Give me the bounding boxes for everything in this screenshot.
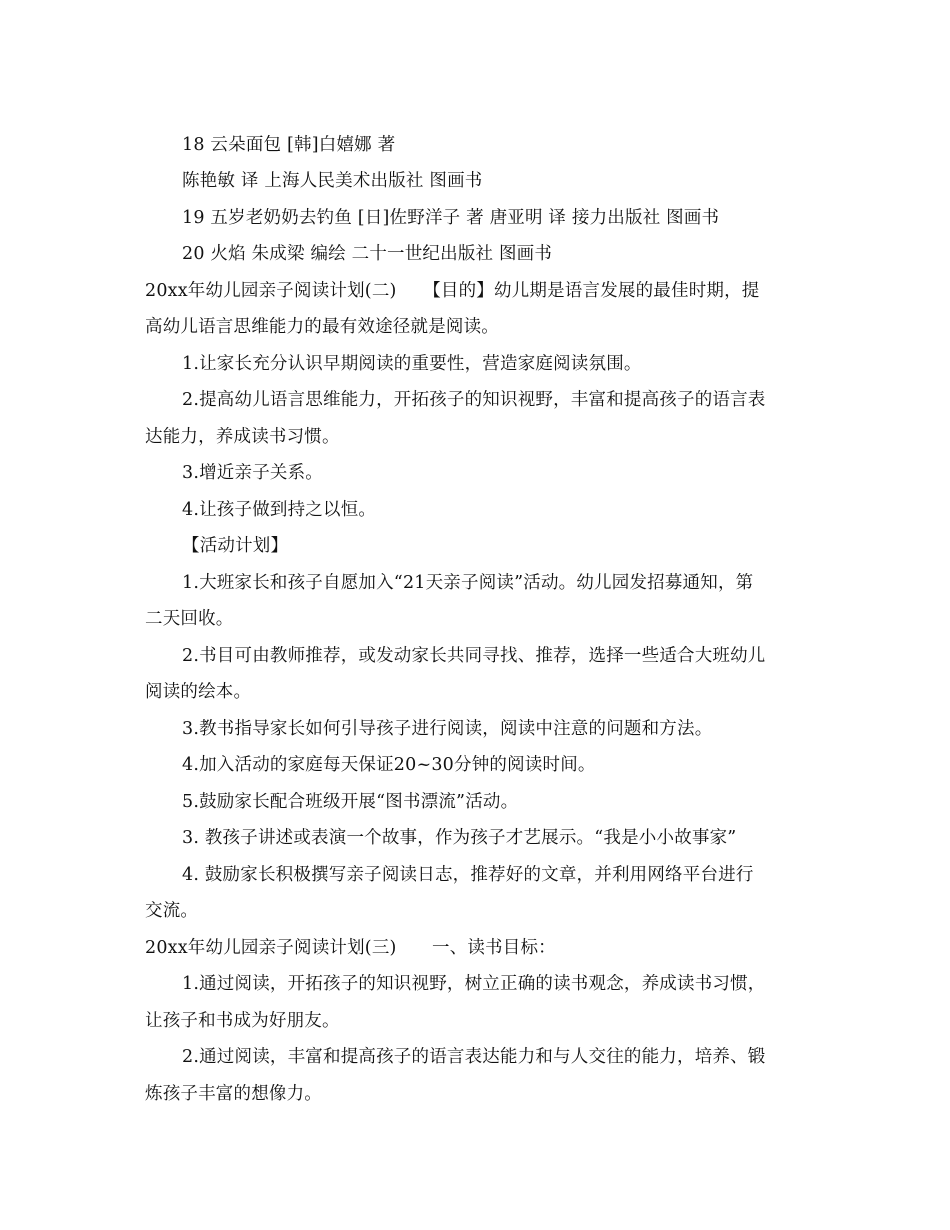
list-item: 1.让家长充分认识早期阅读的重要性，营造家庭阅读氛围。 <box>182 354 642 374</box>
subheading: 【活动计划】 <box>182 536 289 556</box>
list-item: 3.增近亲子关系。 <box>182 463 323 483</box>
text-line: 陈艳敏 译 上海人民美术出版社 图画书 <box>182 171 483 191</box>
list-item: 1.大班家长和孩子自愿加入“21天亲子阅读”活动。幼儿园发招募通知，第 <box>182 573 754 593</box>
text-line: 20 火焰 朱成梁 编绘 二十一世纪出版社 图画书 <box>182 244 553 264</box>
text-line: 二天回收。 <box>145 609 234 629</box>
list-item: 5.鼓励家长配合班级开展“图书漂流”活动。 <box>182 792 519 812</box>
text-line: 19 五岁老奶奶去钓鱼 [日]佐野洋子 著 唐亚明 译 接力出版社 图画书 <box>182 208 720 228</box>
list-item: 4.让孩子做到持之以恒。 <box>182 500 377 520</box>
list-item: 2.通过阅读，丰富和提高孩子的语言表达能力和与人交往的能力，培养、锻 <box>182 1047 766 1067</box>
list-item: 1.通过阅读，开拓孩子的知识视野，树立正确的读书观念，养成读书习惯， <box>182 974 766 994</box>
text-line: 阅读的绘本。 <box>145 682 252 702</box>
list-item: 4. 鼓励家长积极撰写亲子阅读日志，推荐好的文章，并利用网络平台进行 <box>182 865 754 885</box>
list-item: 3.教书指导家长如何引导孩子进行阅读，阅读中注意的问题和方法。 <box>182 719 713 739</box>
text-line: 炼孩子丰富的想像力。 <box>145 1084 322 1104</box>
section-heading-line: 20xx年幼儿园亲子阅读计划(三) 一、读书目标： <box>145 938 556 958</box>
text-line: 18 云朵面包 [韩]白嬉娜 著 <box>182 135 396 155</box>
list-item: 2.提高幼儿语言思维能力，开拓孩子的知识视野，丰富和提高孩子的语言表 <box>182 390 766 410</box>
text-line: 达能力，养成读书习惯。 <box>145 427 340 447</box>
list-item: 3. 教孩子讲述或表演一个故事，作为孩子才艺展示。“我是小小故事家” <box>182 828 737 848</box>
list-item: 2.书目可由教师推荐，或发动家长共同寻找、推荐，选择一些适合大班幼儿 <box>182 646 766 666</box>
text-line: 高幼儿语言思维能力的最有效途径就是阅读。 <box>145 317 499 337</box>
list-item: 4.加入活动的家庭每天保证20~30分钟的阅读时间。 <box>182 755 596 775</box>
text-line: 让孩子和书成为好朋友。 <box>145 1011 340 1031</box>
section-heading-line: 20xx年幼儿园亲子阅读计划(二) 【目的】幼儿期是语言发展的最佳时期，提 <box>145 281 760 301</box>
text-line: 交流。 <box>145 901 199 921</box>
